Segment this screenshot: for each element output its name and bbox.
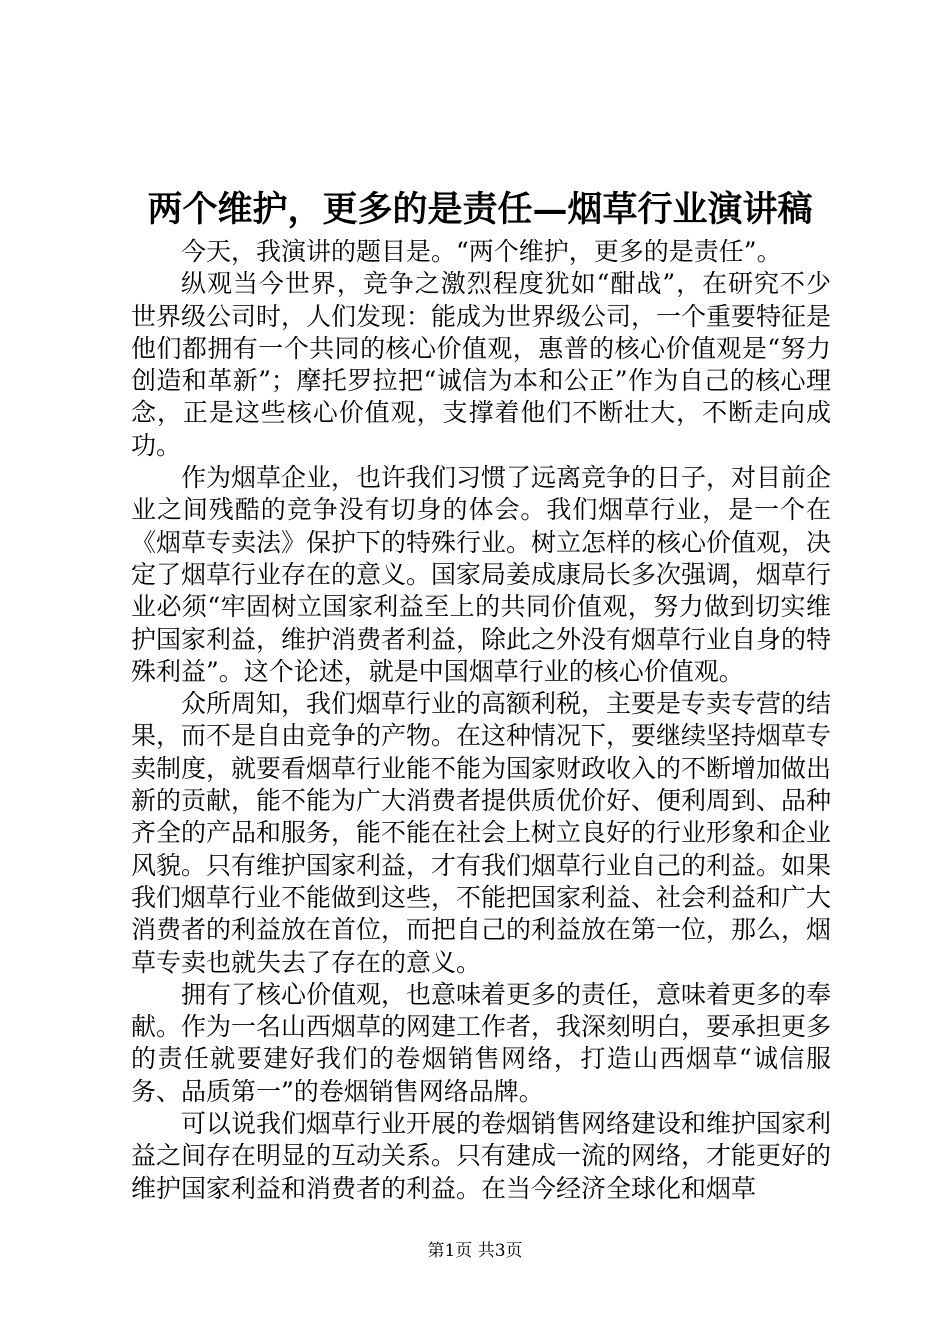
- paragraph: 今天，我演讲的题目是。“两个维护，更多的是责任”。: [181, 237, 782, 266]
- document-title: 两个维护，更多的是责任—烟草行业演讲稿: [147, 189, 813, 230]
- paragraph: 可以说我们烟草行业开展的卷烟销售网络建设和维护国家利益之间存在明显的互动关系。只有建成一流的网络，才能更好的维护国家利益和消费者的利益。在当今经济全球化和烟草: [131, 1109, 832, 1203]
- document-body: [131, 236, 831, 1205]
- paragraph: 纵观当今世界，竞争之激烈程度犹如“酣战”，在研究不少世界级公司时，人们发现：能成为世界级公司，一个重要特征是他们都拥有一个共同的核心价值观，惠普的核心价值观是“努力创造和革新”；摩托罗拉把“诚信为本和公正”作为自己的核心理念，正是这些核心价值观，支撑着他们不断壮大，不断走向成功。: [131, 269, 832, 460]
- page-number-footer: 第1页 共3页: [427, 1241, 523, 1261]
- paragraph: 作为烟草企业，也许我们习惯了远离竞争的日子，对目前企业之间残酷的竞争没有切身的体会。我们烟草行业，是一个在《烟草专卖法》保护下的特殊行业。树立怎样的核心价值观，决定了烟草行业存在的意义。国家局姜成康局长多次强调，烟草行业必须“牢固树立国家利益至上的共同价值观，努力做到切实维护国家利益，维护消费者利益，除此之外没有烟草行业自身的特殊利益”。这个论述，就是中国烟草行业的核心价值观。: [131, 463, 832, 686]
- paragraph: 拥有了核心价值观，也意味着更多的责任，意味着更多的奉献。作为一名山西烟草的网建工作者，我深刻明白，要承担更多的责任就要建好我们的卷烟销售网络，打造山西烟草“诚信服务、品质第一”的卷烟销售网络品牌。: [131, 979, 832, 1106]
- paragraph: 众所周知，我们烟草行业的高额利税，主要是专卖专营的结果，而不是自由竞争的产物。在这种情况下，要继续坚持烟草专卖制度，就要看烟草行业能不能为国家财政收入的不断增加做出新的贡献，能不能为广大消费者提供质优价好、便利周到、品种齐全的产品和服务，能不能在社会上树立良好的行业形象和企业风貌。只有维护国家利益，才有我们烟草行业自己的利益。如果我们烟草行业不能做到这些，不能把国家利益、社会利益和广大消费者的利益放在首位，而把自己的利益放在第一位，那么，烟草专卖也就失去了存在的意义。: [131, 689, 832, 977]
